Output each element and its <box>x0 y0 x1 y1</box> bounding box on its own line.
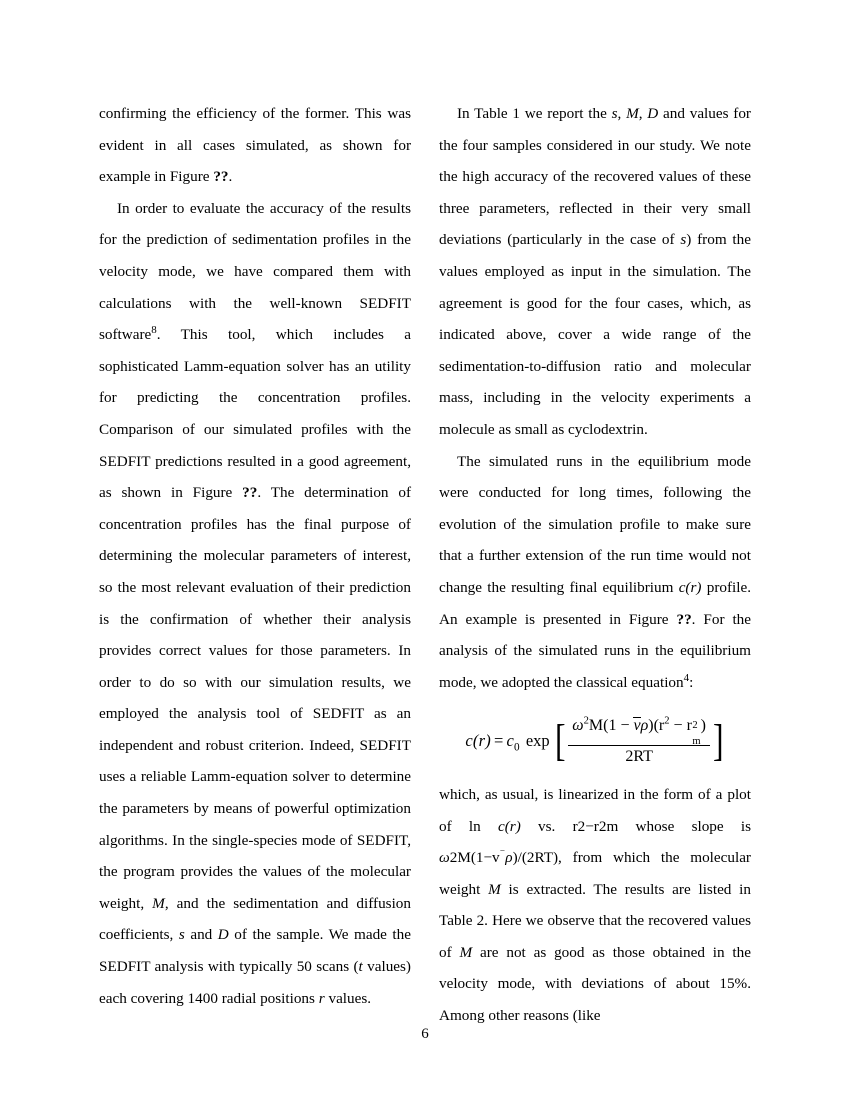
text-run: . This tool, which includes a sophisticated Lamm-equation solver has an utility for predicting the concentration profiles. Comparison of our simulated profiles with the SEDFIT predictions resulted in a good agreement, as shown in Figure <box>99 326 411 502</box>
eq-M: M <box>588 717 604 735</box>
eq-paren-open: ( <box>472 730 479 750</box>
citation-marker: 4 <box>683 671 690 684</box>
eq-nu-bar: ν <box>633 717 641 735</box>
eq-equals: = <box>493 730 504 750</box>
eq-omega-exponent: 2 <box>583 715 589 727</box>
math-variable-m: M <box>488 880 501 898</box>
display-equation <box>439 717 751 765</box>
text-run: are not as good as those obtained in the velocity mode, with deviations of about 15%. Among other reasons (like <box>439 943 751 1025</box>
eq-numerator-tail: ) <box>700 717 706 735</box>
paragraph-equilibrium-runs <box>439 446 751 699</box>
text-run: , <box>617 105 627 122</box>
paragraph-accuracy-evaluation <box>99 193 411 1014</box>
math-variable-s: s <box>680 231 687 249</box>
eq-r-second-subscript: m <box>692 735 701 747</box>
eq-denominator: 2RT <box>625 747 653 765</box>
eq-fraction <box>568 717 710 765</box>
eq-r-second-scripts <box>692 719 701 747</box>
text-run: and <box>184 926 218 944</box>
eq-r: r <box>478 730 486 750</box>
eq-c0-base: c <box>506 730 514 750</box>
text-run: and values for the four samples considered in our study. We note the high accuracy of the recovered values of these three parameters, reflected in their very small deviations (particularly in the case of <box>439 105 751 249</box>
eq-r-first-exponent: 2 <box>664 715 670 727</box>
text-run: values. <box>324 989 372 1007</box>
text-run: : <box>689 673 694 691</box>
eq-close-paren: )( <box>648 717 659 735</box>
math-variable-m: M <box>152 894 165 912</box>
equation-left-hand-side <box>465 730 520 754</box>
text-run: values) each covering 1400 radial positions <box>99 958 411 1007</box>
eq-open-paren: (1 − <box>603 717 634 735</box>
math-expression-cr: c(r) <box>497 817 521 835</box>
unresolved-reference: ?? <box>676 610 692 628</box>
paragraph-table1-results <box>439 98 751 446</box>
text-run: In Table 1 we report the <box>457 105 612 122</box>
eq-paren-close: ) <box>485 730 491 750</box>
two-column-body <box>99 98 751 1032</box>
math-variable-s: s <box>178 926 185 944</box>
math-variable-s: s <box>611 105 618 122</box>
text-run: The simulated runs in the equilibrium mode were conducted for long times, following the evolution of the simulation profile to make sure that a further extension of the run time would not change the resulting final equilibrium <box>439 452 751 596</box>
math-variable-m: M <box>626 105 639 122</box>
text-run: is extracted. The results are listed in Table 2. Here we observe that the recovered values of <box>439 880 751 961</box>
eq-bracket-open: [ <box>554 715 566 765</box>
text-run: confirming the efficiency of the former. This was evident in all cases simulated, as shown for example in Figure <box>99 105 411 186</box>
eq-r-first: r <box>658 717 665 735</box>
paragraph-linearization <box>439 779 751 1032</box>
math-variable-d: D <box>647 105 659 122</box>
eq-r-second: r <box>686 717 692 735</box>
eq-r-second-superscript: 2 <box>692 719 698 731</box>
eq-bracket-close: ] <box>712 715 724 765</box>
page-number: 6 <box>421 1026 429 1042</box>
math-variable-t: t <box>358 958 363 976</box>
eq-omega: ω <box>572 717 584 735</box>
text-run: of the sample. We made the SEDFIT analysis with typically 50 scans ( <box>99 926 411 976</box>
text-run: . <box>228 168 233 186</box>
text-run: . For the analysis of the simulated runs in the equilibrium mode, we adopted the classical equation <box>439 610 751 691</box>
eq-minus: − <box>669 717 687 735</box>
eq-c0-subscript: 0 <box>514 741 520 754</box>
text-run: ) from the values employed as input in the simulation. The agreement is good for the four cases, which, as indicated above, cover a wide range of the sedimentation-to-diffusion ratio and molecular mass, including in the velocity experiments a molecule as small as cyclodextrin. <box>439 231 751 438</box>
math-variable-d: D <box>217 926 229 944</box>
text-run: , and the sedimentation and diffusion coefficients, <box>99 894 411 944</box>
text-run: profile. An example is presented in Figure <box>439 578 752 628</box>
text-run: from which the molecular weight <box>439 849 751 898</box>
math-macron: ⁻ <box>499 848 506 860</box>
text-run: . The determination of concentration profiles has the final purpose of determining the molecular parameters of interest, so the most relevant evaluation of their prediction is the confirmation of whether their analysis provides correct values for those parameters. In order to do so with our simulation results, we employed the analysis tool of SEDFIT as an independent and robust criterion. Indeed, SEDFIT uses a reliable Lamm-equation solver to determine the parameters by means of powerful optimization algorithms. In the single-species mode of SEDFIT, the program provides the values of the molecular weight, <box>99 484 412 912</box>
text-run: )/(2RT), <box>512 849 562 867</box>
eq-exp-label: exp <box>525 730 550 750</box>
math-variable-r: r <box>318 989 325 1007</box>
left-column <box>99 98 411 1032</box>
equation-inner <box>465 717 724 765</box>
eq-c: c <box>465 730 473 750</box>
paragraph-confirming-efficiency <box>99 98 411 193</box>
text-run: 2M(1−v <box>449 849 500 867</box>
right-column <box>439 98 751 1032</box>
text-run: which, as usual, is linearized in the form of a plot of ln <box>439 785 751 835</box>
math-omega: ω <box>439 849 450 867</box>
math-expression-cr: c(r) <box>678 578 702 596</box>
text-run: vs. r2−r2m whose slope is <box>520 817 752 835</box>
text-run: , <box>638 105 648 122</box>
text-run: In order to evaluate the accuracy of the results for the prediction of sedimentation profiles in the velocity mode, we have compared them with calculations with the well-known SEDFIT software <box>99 199 411 344</box>
eq-rho: ρ <box>640 717 649 735</box>
math-rho: ρ <box>505 849 513 867</box>
math-variable-m: M <box>459 943 473 961</box>
citation-marker: 8 <box>151 324 157 337</box>
unresolved-reference: ?? <box>213 168 229 186</box>
unresolved-reference: ?? <box>242 484 258 502</box>
eq-numerator <box>568 717 710 745</box>
